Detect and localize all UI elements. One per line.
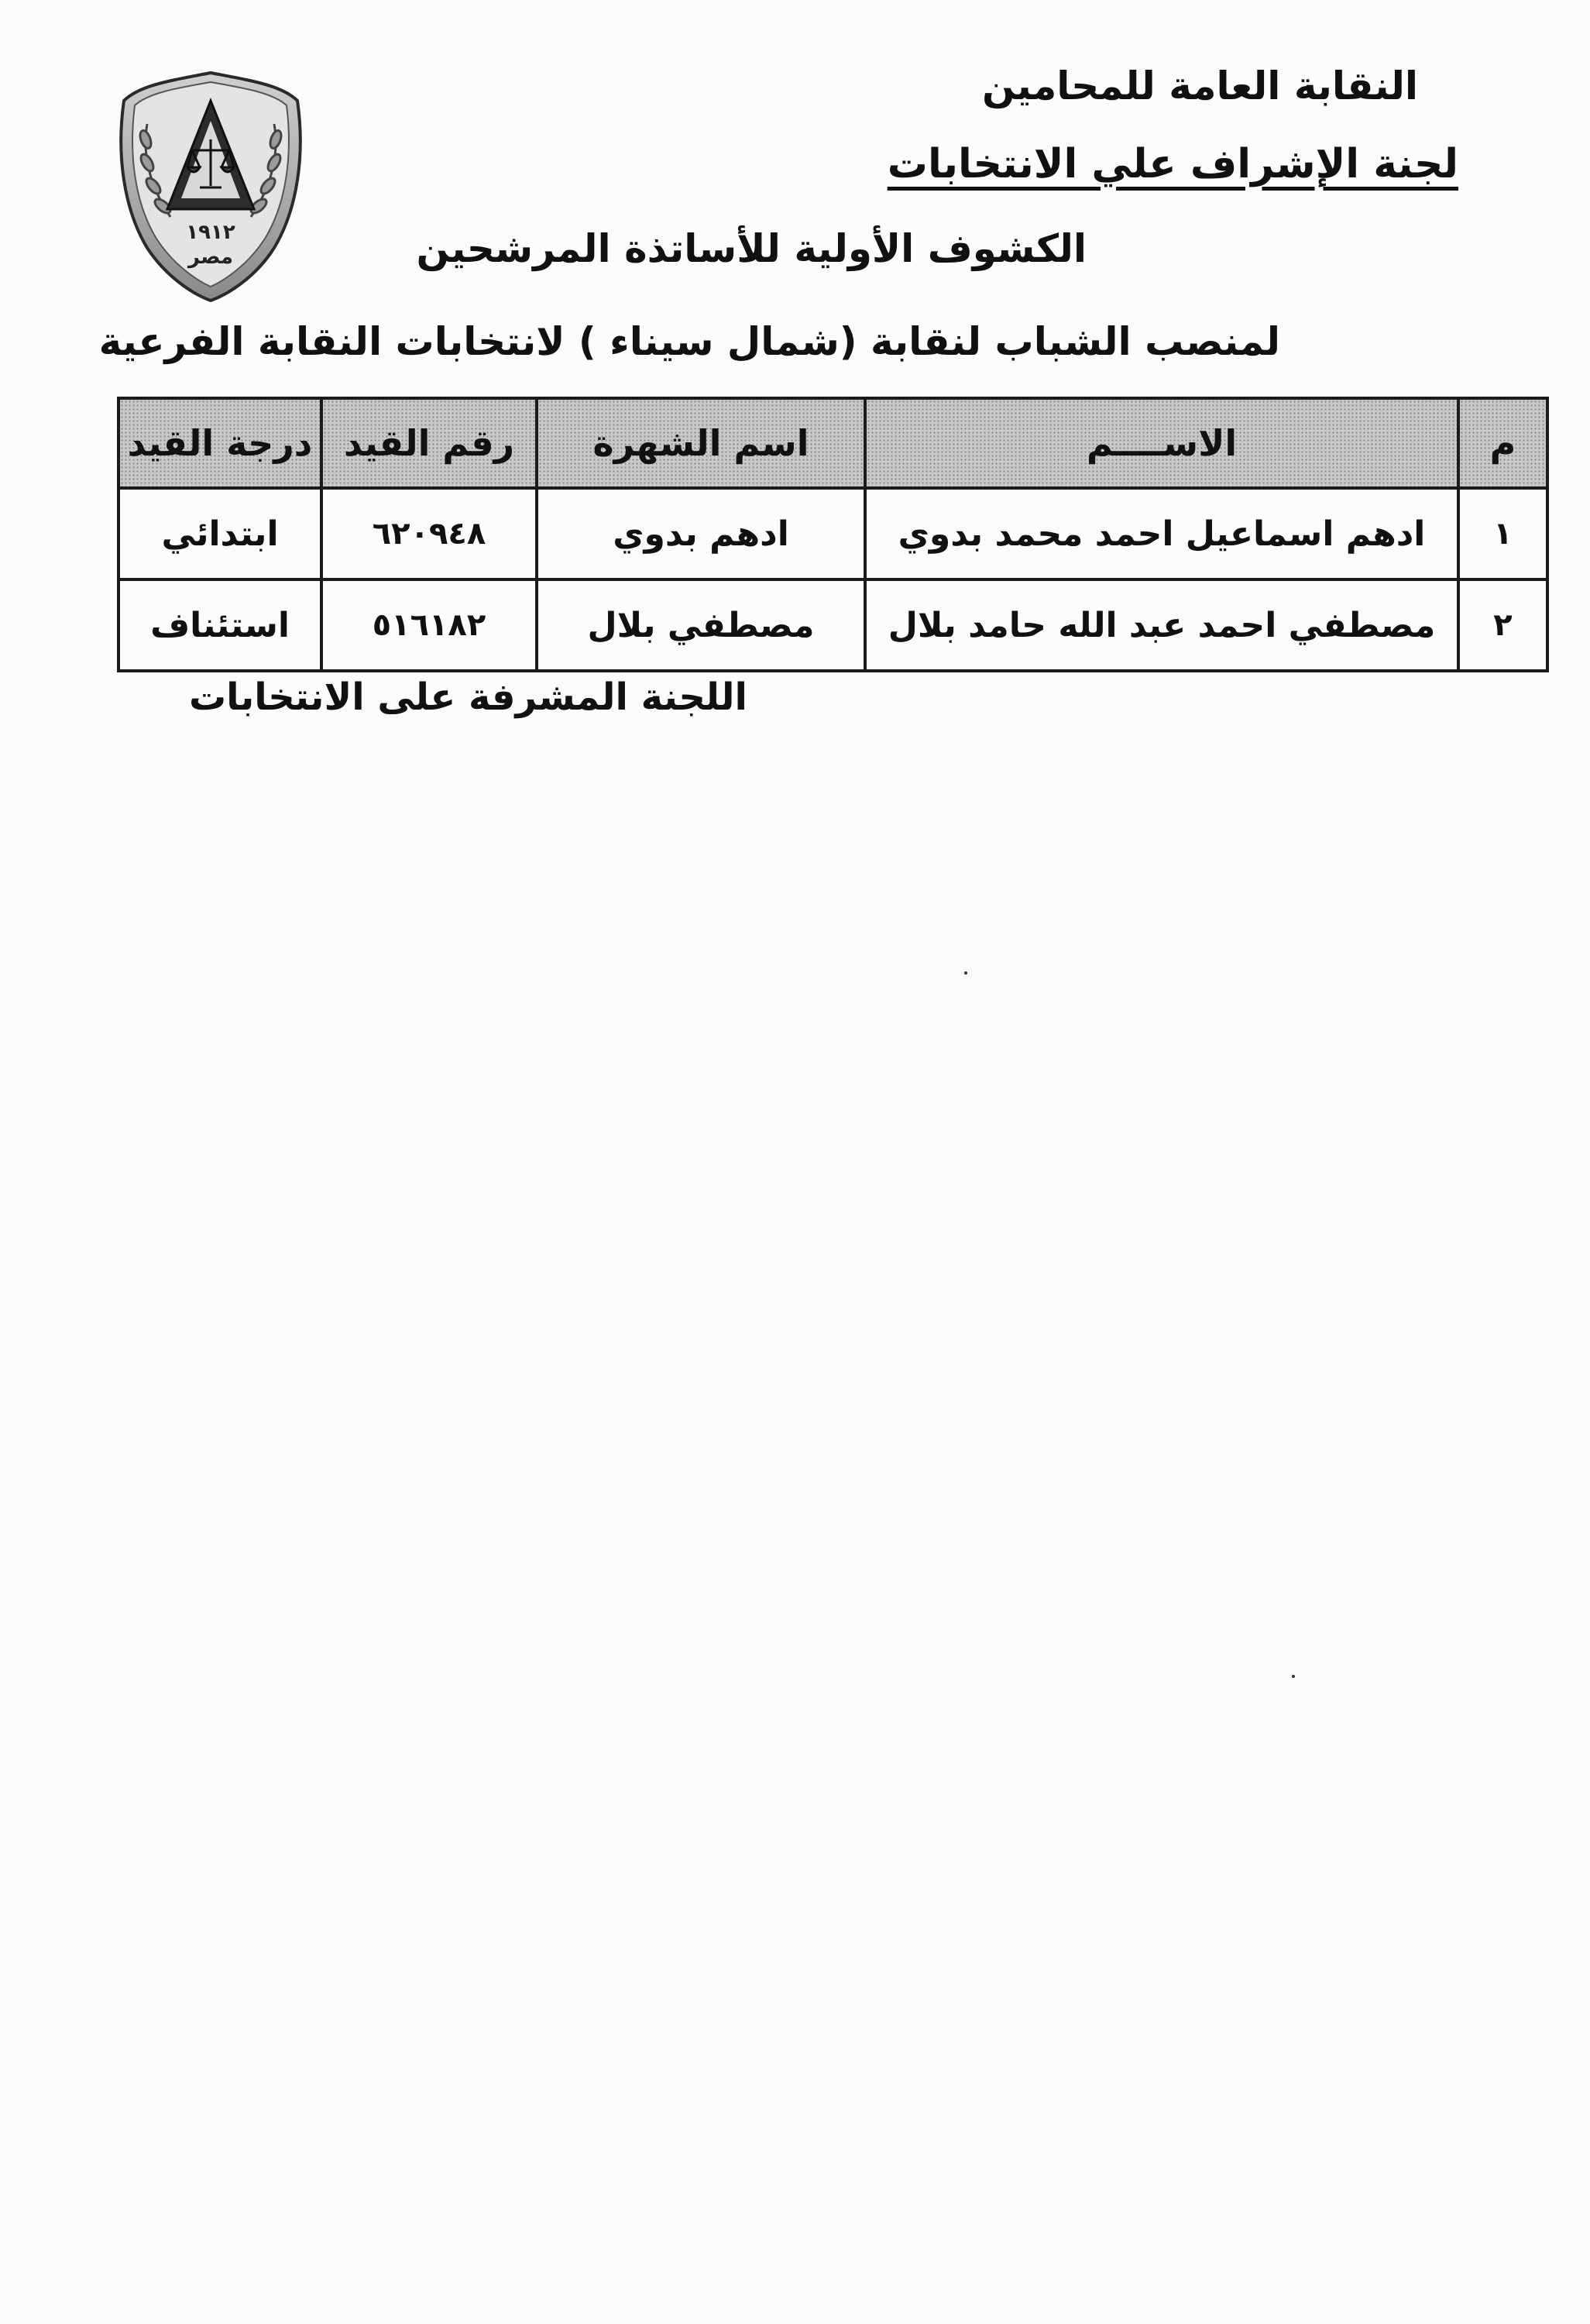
scan-speck <box>1292 1675 1295 1678</box>
column-header-name: الاســــم <box>865 398 1458 488</box>
table-row <box>118 488 1547 579</box>
logo-year: ١٩١٢ <box>186 221 235 244</box>
column-header-index: م <box>1458 398 1547 488</box>
cell-registration-level: استئناف <box>118 579 321 671</box>
scan-speck <box>964 971 967 975</box>
candidates-table <box>117 397 1549 672</box>
cell-index: ١ <box>1458 488 1547 579</box>
list-subtitle: لمنصب الشباب لنقابة (شمال سيناء ) لانتخابات النقابة الفرعية <box>98 319 1280 364</box>
list-title: الكشوف الأولية للأساتذة المرشحين <box>416 226 1087 271</box>
column-header-registration-level: درجة القيد <box>118 398 321 488</box>
syndicate-emblem-logo <box>116 70 305 302</box>
organization-name: النقابة العامة للمحامين <box>981 64 1418 108</box>
cell-registration-number: ٦٢٠٩٤٨ <box>321 488 537 579</box>
committee-name: لجنة الإشراف علي الانتخابات <box>887 141 1458 187</box>
table-row <box>118 579 1547 671</box>
cell-registration-level: ابتدائي <box>118 488 321 579</box>
column-header-known-name: اسم الشهرة <box>537 398 865 488</box>
cell-known-name: ادهم بدوي <box>537 488 865 579</box>
table-header-row <box>118 398 1547 488</box>
cell-full-name: مصطفي احمد عبد الله حامد بلال <box>865 579 1458 671</box>
cell-index: ٢ <box>1458 579 1547 671</box>
committee-signature: اللجنة المشرفة على الانتخابات <box>188 676 747 719</box>
cell-registration-number: ٥١٦١٨٢ <box>321 579 537 671</box>
cell-known-name: مصطفي بلال <box>537 579 865 671</box>
column-header-registration-number: رقم القيد <box>321 398 537 488</box>
cell-full-name: ادهم اسماعيل احمد محمد بدوي <box>865 488 1458 579</box>
logo-country: مصر <box>188 246 233 269</box>
